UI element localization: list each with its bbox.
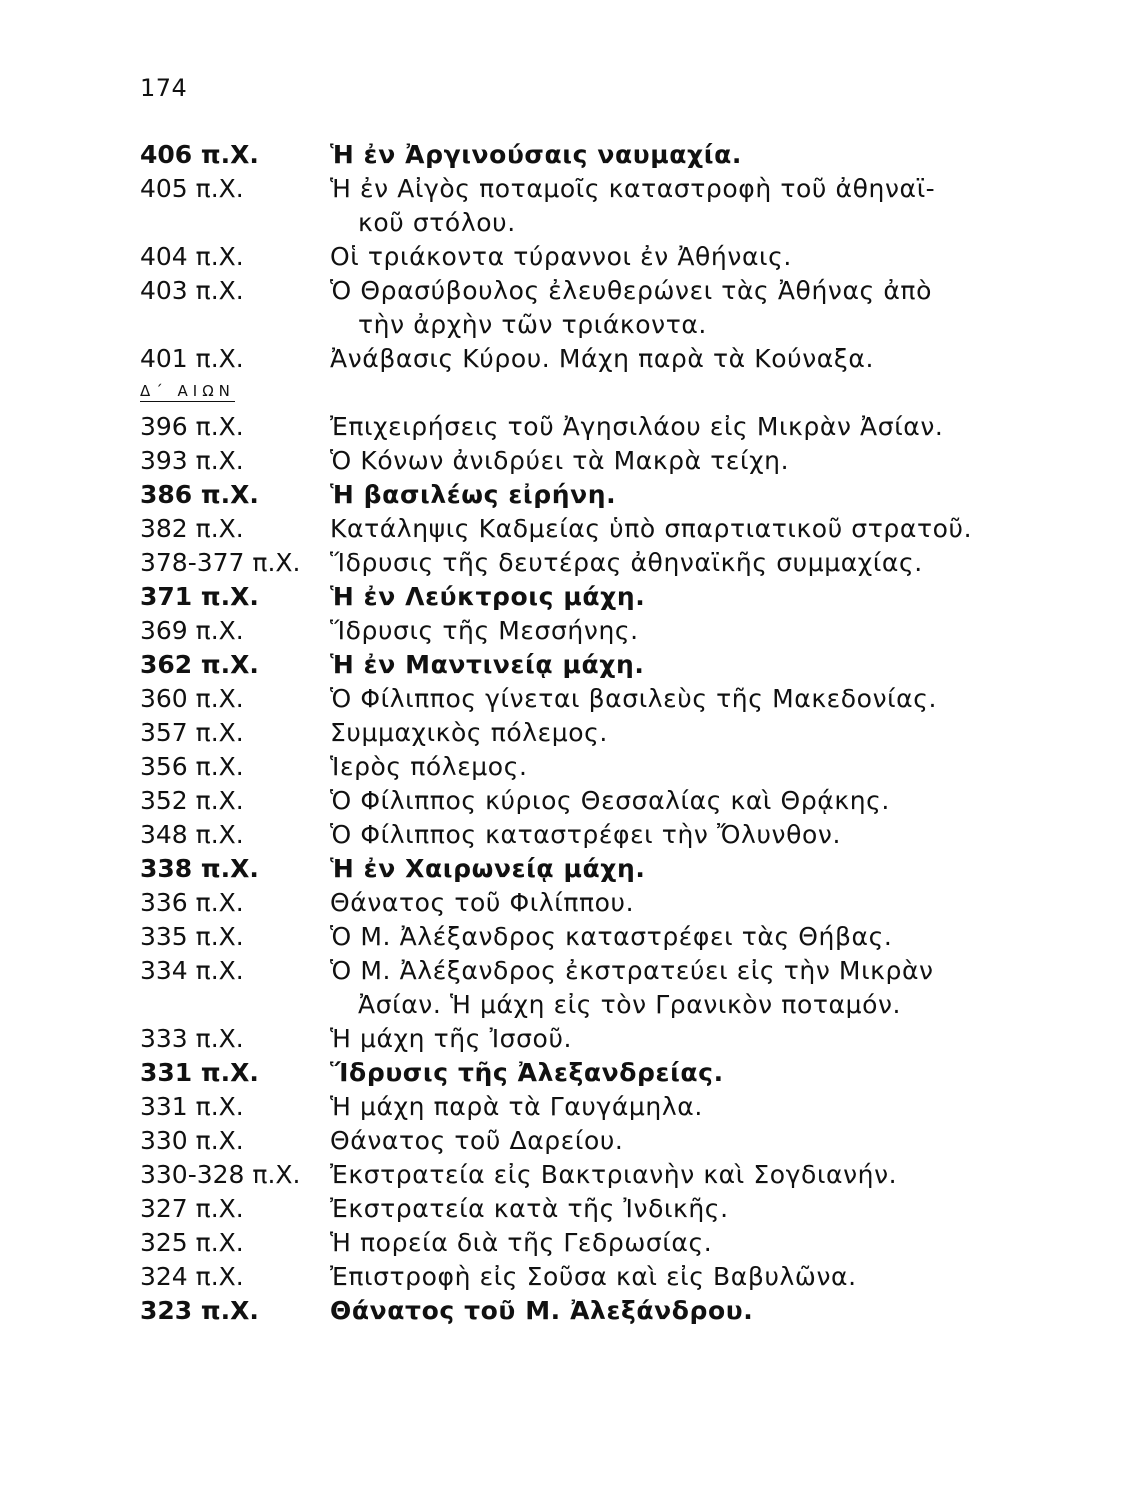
entry-event (330, 750, 528, 784)
entry-event-text: Ἡ πορεία διὰ τῆς Γεδρωσίας. (330, 1228, 713, 1257)
entry-event-text: Ἡ ἐν Μαντινείᾳ μάχη. (330, 650, 645, 679)
entry-event (330, 1260, 857, 1294)
entry-event (330, 444, 789, 478)
entry-event-continuation: κοῦ στόλου. (358, 208, 516, 237)
entry-event (330, 410, 943, 444)
entry-event (330, 784, 890, 818)
chronology-entry (140, 954, 1040, 1022)
chronology-entry (140, 682, 1040, 716)
entry-event (330, 682, 937, 716)
entry-date: 334 π.Χ. (140, 956, 244, 985)
chronology-entry (140, 478, 1040, 512)
entry-event (330, 580, 645, 614)
entry-event-text: Ἵδρυσις τῆς Μεσσήνης. (330, 616, 639, 645)
entry-date: 327 π.Χ. (140, 1194, 244, 1223)
entry-event-text: Οἱ τριάκοντα τύραννοι ἐν Ἀθήναις. (330, 242, 792, 271)
entry-event-text: Ἡ μάχη τῆς Ἰσσοῦ. (330, 1024, 573, 1053)
entry-event-text: Κατάληψις Καδμείας ὑπὸ σπαρτιατικοῦ στρατοῦ. (330, 514, 973, 543)
entry-event-text: Ὁ Θρασύβουλος ἐλευθερώνει τὰς Ἀθήνας ἀπὸ (330, 276, 932, 305)
entry-event-text: Ἡ ἐν Ἀργινούσαις ναυμαχία. (330, 140, 742, 169)
chronology-entry (140, 1294, 1040, 1328)
chronology-entry (140, 580, 1040, 614)
chronology-entry (140, 240, 1040, 274)
entry-date: 323 π.Χ. (140, 1296, 259, 1325)
chronology-entry (140, 1260, 1040, 1294)
entry-date: 403 π.Χ. (140, 276, 244, 305)
chronology-entry (140, 1022, 1040, 1056)
entry-event-text: Θάνατος τοῦ Φιλίππου. (330, 888, 635, 917)
entry-date: 369 π.Χ. (140, 616, 244, 645)
entries-group-after (140, 410, 1040, 1328)
entry-event-text: Ἐκστρατεία κατὰ τῆς Ἰνδικῆς. (330, 1194, 729, 1223)
entry-event (330, 954, 934, 1022)
entry-date: 378-377 π.Χ. (140, 548, 301, 577)
entry-date: 382 π.Χ. (140, 514, 244, 543)
entry-event-text: Ὁ Μ. Ἀλέξανδρος ἐκστρατεύει εἰς τὴν Μικρὰν (330, 956, 934, 985)
entry-event (330, 716, 608, 750)
entry-date: 360 π.Χ. (140, 684, 244, 713)
entry-event-text: Ἡ μάχη παρὰ τὰ Γαυγάμηλα. (330, 1092, 703, 1121)
entry-date: 333 π.Χ. (140, 1024, 244, 1053)
section-heading (140, 376, 1040, 410)
entry-event (330, 342, 874, 376)
entry-event (330, 1056, 724, 1090)
entry-event-text: Ὁ Φίλιππος γίνεται βασιλεὺς τῆς Μακεδονίας. (330, 684, 938, 713)
entry-event-text: Συμμαχικὸς πόλεμος. (330, 718, 608, 747)
chronology-entry (140, 1226, 1040, 1260)
entry-event (330, 648, 644, 682)
entry-date: 357 π.Χ. (140, 718, 244, 747)
chronology-list (140, 138, 1040, 1328)
entry-event (330, 478, 616, 512)
chronology-entry (140, 172, 1040, 240)
entry-event (330, 852, 646, 886)
entry-event-text: Θάνατος τοῦ Δαρείου. (330, 1126, 624, 1155)
entry-event (330, 512, 972, 546)
chronology-entry (140, 818, 1040, 852)
entry-event (330, 1090, 703, 1124)
chronology-entry (140, 410, 1040, 444)
entry-event (330, 920, 892, 954)
entry-event (330, 1158, 897, 1192)
entry-event-text: Ἵδρυσις τῆς Ἀλεξανδρείας. (330, 1058, 724, 1087)
entry-event (330, 172, 935, 240)
entry-event (330, 240, 792, 274)
entry-date: 331 π.Χ. (140, 1058, 259, 1087)
entry-date: 393 π.Χ. (140, 446, 244, 475)
entry-event-text: Ὁ Κόνων ἀνιδρύει τὰ Μακρὰ τείχη. (330, 446, 790, 475)
entry-event (330, 886, 634, 920)
entry-event-text: Ὁ Μ. Ἀλέξανδρος καταστρέφει τὰς Θήβας. (330, 922, 893, 951)
chronology-entry (140, 274, 1040, 342)
chronology-entry (140, 1192, 1040, 1226)
entry-date: 362 π.Χ. (140, 650, 259, 679)
chronology-entry (140, 1124, 1040, 1158)
entries-group-before (140, 138, 1040, 376)
entry-date: 356 π.Χ. (140, 752, 244, 781)
entry-date: 404 π.Χ. (140, 242, 244, 271)
entry-event-text: Ἵδρυσις τῆς δευτέρας ἀθηναϊκῆς συμμαχίας. (330, 548, 923, 577)
entry-date: 406 π.Χ. (140, 140, 259, 169)
entry-date: 348 π.Χ. (140, 820, 244, 849)
chronology-entry (140, 648, 1040, 682)
entry-event-text: Ὁ Φίλιππος καταστρέφει τὴν Ὄλυνθον. (330, 820, 841, 849)
entry-event (330, 546, 923, 580)
entry-event-text: Ἱερὸς πόλεμος. (330, 752, 528, 781)
chronology-entry (140, 342, 1040, 376)
entry-date: 371 π.Χ. (140, 582, 259, 611)
entry-date: 396 π.Χ. (140, 412, 244, 441)
page-number: 174 (140, 74, 188, 102)
chronology-entry (140, 1056, 1040, 1090)
entry-event (330, 274, 932, 342)
entry-event (330, 614, 639, 648)
entry-date: 336 π.Χ. (140, 888, 244, 917)
entry-date: 335 π.Χ. (140, 922, 244, 951)
entry-event (330, 818, 841, 852)
chronology-entry (140, 784, 1040, 818)
entry-event-continuation: τὴν ἀρχὴν τῶν τριάκοντα. (358, 310, 707, 339)
entry-event-text: Ἡ ἐν Χαιρωνείᾳ μάχη. (330, 854, 646, 883)
entry-event-text: Ἐκστρατεία εἰς Βακτριανὴν καὶ Σογδιανήν. (330, 1160, 898, 1189)
chronology-entry (140, 512, 1040, 546)
section-heading-label: Δ΄ ΑΙΩΝ (140, 382, 235, 400)
entry-event (330, 1022, 572, 1056)
entry-date: 330 π.Χ. (140, 1126, 244, 1155)
entry-event (330, 1226, 712, 1260)
chronology-entry (140, 886, 1040, 920)
chronology-entry (140, 852, 1040, 886)
entry-date: 405 π.Χ. (140, 174, 244, 203)
entry-event-text: Ἡ βασιλέως εἰρήνη. (330, 480, 617, 509)
entry-event-text: Ἀνάβασις Κύρου. Μάχη παρὰ τὰ Κούναξα. (330, 344, 875, 373)
entry-event-continuation: Ἀσίαν. Ἡ μάχη εἰς τὸν Γρανικὸν ποταμόν. (358, 990, 902, 1019)
chronology-entry (140, 614, 1040, 648)
entry-date: 338 π.Χ. (140, 854, 259, 883)
entry-event-text: Ἐπιχειρήσεις τοῦ Ἀγησιλάου εἰς Μικρὰν Ἀσίαν. (330, 412, 944, 441)
entry-event (330, 1124, 623, 1158)
entry-event (330, 138, 742, 172)
entry-date: 331 π.Χ. (140, 1092, 244, 1121)
entry-event-text: Ἐπιστροφὴ εἰς Σοῦσα καὶ εἰς Βαβυλῶνα. (330, 1262, 857, 1291)
entry-event-text: Ὁ Φίλιππος κύριος Θεσσαλίας καὶ Θρᾴκης. (330, 786, 890, 815)
chronology-entry (140, 750, 1040, 784)
chronology-entry (140, 920, 1040, 954)
chronology-entry (140, 1158, 1040, 1192)
entry-event-text: Ἡ ἐν Λεύκτροις μάχη. (330, 582, 646, 611)
chronology-entry (140, 546, 1040, 580)
entry-date: 401 π.Χ. (140, 344, 244, 373)
entry-event-text: Ἡ ἐν Αἰγὸς ποταμοῖς καταστροφὴ τοῦ ἀθηναϊ- (330, 174, 936, 203)
entry-date: 386 π.Χ. (140, 480, 259, 509)
entry-event-text: Θάνατος τοῦ Μ. Ἀλεξάνδρου. (330, 1296, 754, 1325)
chronology-entry (140, 716, 1040, 750)
chronology-entry (140, 444, 1040, 478)
chronology-entry (140, 1090, 1040, 1124)
chronology-entry (140, 138, 1040, 172)
entry-date: 330-328 π.Χ. (140, 1160, 301, 1189)
entry-event (330, 1294, 753, 1328)
entry-date: 352 π.Χ. (140, 786, 244, 815)
entry-date: 324 π.Χ. (140, 1262, 244, 1291)
entry-event (330, 1192, 729, 1226)
entry-date: 325 π.Χ. (140, 1228, 244, 1257)
